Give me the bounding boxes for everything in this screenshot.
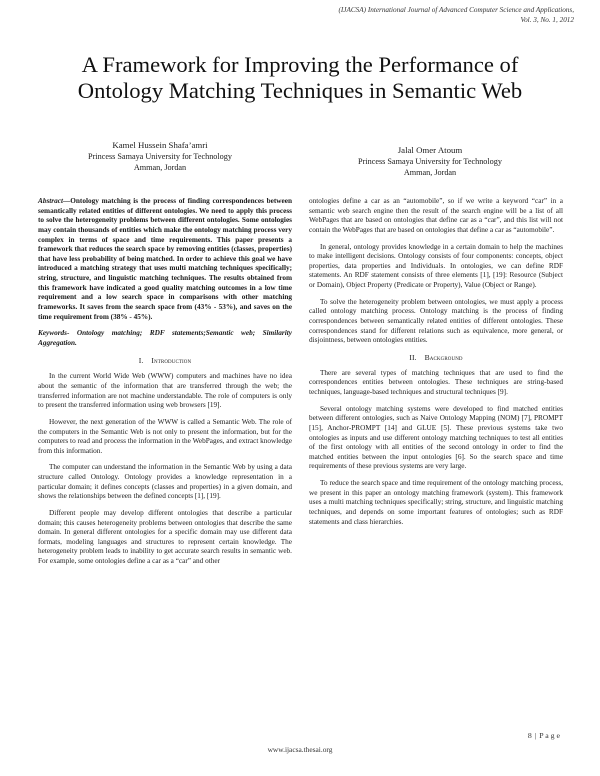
paragraph: However, the next generation of the WWW is called a Semantic Web. The role of the computers in the Semantic Web is not only to present the information, but for the computers to read and process the information in the WebPages, and extract knowledge from this information. (38, 417, 292, 455)
paper-title (30, 52, 570, 104)
page-number-value: 8 (527, 731, 532, 740)
section-number: I. (138, 356, 144, 366)
paragraph: To solve the heterogeneity problem between ontologies, we must apply a process called ontology matching process. Ontology matching is the process of finding correspondences between semantically related entities of different ontologies. These correspondences stand for different relations such as equivalence, more general, or disjointness, between ontologies entities. (309, 297, 563, 345)
section-heading-background (309, 353, 563, 363)
section-heading-introduction (38, 356, 292, 366)
author-affiliation: Princess Samaya University for Technology (88, 152, 232, 162)
author-affiliation: Princess Samaya University for Technology (358, 157, 502, 167)
author-name: Kamel Hussein Shafa’amri (112, 140, 208, 150)
section-number: II. (409, 352, 417, 362)
page-number (528, 731, 560, 740)
paragraph: Different people may develop different ontologies that describe a particular domain; this causes heterogeneity problems between ontologies that describe the same domain. In general different ontologies for a specific domain may use different data formats, modeling languages and structures to represent certain knowledge. The heterogeneity problem leads to inability to get accurate search results in semantic web. For example, some ontologies define a car as a “car” and other (38, 508, 292, 565)
author-block-2 (330, 145, 530, 179)
right-column (309, 197, 563, 534)
paragraph: There are several types of matching techniques that are used to find the correspondences entities between ontologies. These techniques are string-based techniques, language-based techniques and structural techniques [9]. (309, 368, 563, 396)
journal-url: www.ijacsa.thesai.org (267, 745, 333, 754)
author-block-1 (60, 140, 260, 174)
section-title: Background (424, 352, 463, 362)
paragraph: The computer can understand the information in the Semantic Web by using a data structure called Ontology. Ontology provides a knowledge representation in a particular domain; it defines concepts (classes and properties) in a given domain, and shows the relationships between the defined concepts [1], [19]. (38, 463, 292, 501)
paragraph: To reduce the search space and time requirement of the ontology matching process, we present in this paper an ontology matching framework (system). This framework uses a multi matching techniques specifically; string, structure, and linguistic matching techniques, and depends on some important features of ontologies; such as RDF statements and class hierarchies. (309, 479, 563, 526)
journal-name: (IJACSA) International Journal of Advanced Computer Science and Applications, (338, 6, 574, 14)
paragraph: ontologies define a car as an “automobile”, so if we write a keyword “car” in a semantic web search engine then the result of the search engine will be a list of all WebPages that are based on ontologies that define car as a “car”, and this list will not contain the WebPages that are based on ontologies that define a car as “automobile”. (309, 197, 563, 234)
page-label: P a g e (539, 731, 560, 740)
author-location: Amman, Jordan (403, 168, 457, 178)
page-separator: | (534, 731, 537, 740)
author-location: Amman, Jordan (133, 163, 187, 173)
abstract-label: Abstract (38, 197, 63, 205)
title-line-2: Ontology Matching Techniques in Semantic Web (77, 78, 523, 103)
section-title: Introduction (151, 356, 192, 366)
keywords: Keywords- Ontology matching; RDF statements;Semantic web; Similarity Aggregation. (38, 329, 292, 347)
journal-header (214, 6, 574, 25)
paragraph: In general, ontology provides knowledge in a certain domain to help the machines to make intelligent decisions. Ontology consists of four components: concepts, object properties, data properties and Individuals. In ontologies, we can define RDF statements. An RDF statement consists of three elements [1], [19]: Resource (Subject or Domain), Object Property (Predicate or Property), Value (Object or Range). (309, 242, 563, 289)
abstract-text: —Ontology matching is the process of finding correspondences between semantically related entities of different ontologies. We need to apply this process to solve the heterogeneity problems between different ontologies. Some ontologies may contain thousands of entities which make the ontology matching process very complex in terms of space and time requirements. This paper presents a framework that reduces the search space by removing entities (classes, properties) that have less probability of being matched. In order to achieve this goal we have introduced a matching strategy that uses multi matching techniques specifically; string, structure, and linguistic matching techniques. The results obtained from this framework have indicated a good quality matching outcomes in a low time requirement and a low search space in comparisons with other matching frameworks. It saves from the search space from (43% - 53%), and saves on the time requirement from (38% - 45%). (38, 197, 292, 321)
paragraph: In the current World Wide Web (WWW) computers and machines have no idea about the semantic of the information that are transferred through the web; the transferred information are not machine understandable. The role of computers is only to present the transferred information using web browsers [19]. (38, 372, 292, 410)
left-column (38, 197, 292, 574)
abstract (38, 197, 292, 322)
author-name: Jalal Omer Atoum (397, 145, 463, 155)
paragraph: Several ontology matching systems were developed to find matched entities between different ontologies, such as Naive Ontology Mapping (NOM) [7], PROMPT [15], Anchor-PROMPT [14] and GLUE [5]. These previous systems take two ontologies as inputs and use different ontology matching techniques to test all entities of the first ontology with all entities of the second ontology in order to find the matched entities between the input ontologies [6]. So the search space and time requirements of these previous systems are very large. (309, 404, 563, 471)
title-line-1: A Framework for Improving the Performance of (81, 52, 519, 77)
journal-volume: Vol. 3, No. 1, 2012 (520, 15, 574, 24)
